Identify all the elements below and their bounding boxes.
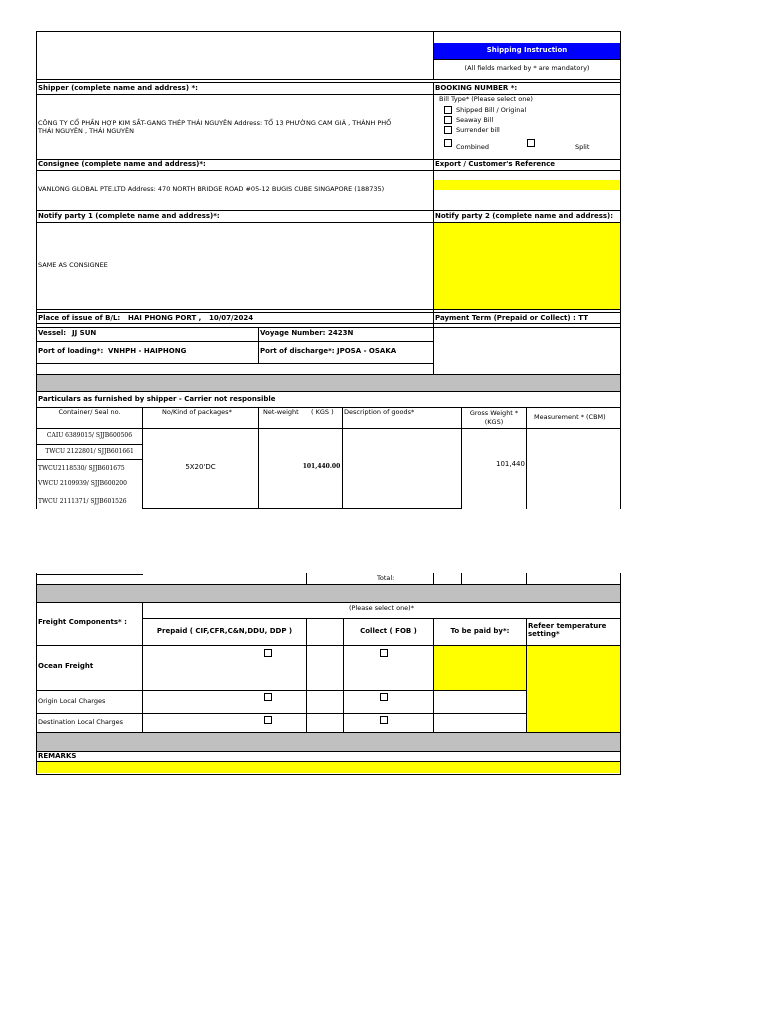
shipped-bill-label: Shipped Bill / Original [456,106,527,114]
divider [36,82,621,83]
divider [36,341,434,342]
remarks-label: REMARKS [38,752,77,760]
particulars-label: Particulars as furnished by shipper - Carrier not responsible [38,395,276,403]
freight-row-ocean: Ocean Freight [38,662,94,670]
form-title: Shipping Instruction [486,46,568,54]
divider [36,761,621,762]
surrender-bill-label: Surrender bill [456,126,500,134]
divider [36,584,621,585]
col-header-packages: No/Kind of packages* [162,408,232,416]
booking-number-label: BOOKING NUMBER *: [435,84,518,92]
col-header-gross-weight: Gross Weight * [469,409,519,417]
freight-row-origin: Origin Local Charges [38,697,106,705]
mandatory-note: (All fields marked by * are mandatory) [464,64,590,72]
divider [36,170,621,171]
shipper-label: Shipper (complete name and address) *: [38,84,198,92]
divider [36,312,621,313]
consignee-label: Consignee (complete name and address)*: [38,160,206,168]
split-checkbox[interactable] [527,139,535,147]
divider [142,618,621,619]
divider [433,573,434,584]
divider [36,94,434,95]
port-discharge-label: Port of discharge*: [260,347,335,355]
seaway-bill-checkbox[interactable] [444,116,452,124]
divider [433,312,434,374]
combined-checkbox[interactable] [444,139,452,147]
divider [526,573,527,584]
freight-row-destination: Destination Local Charges [38,718,123,726]
ocean-collect-checkbox[interactable] [380,649,388,657]
shipper-address-line2: THÁI NGUYÊN , THÁI NGUYÊN [38,127,134,135]
port-loading-label: Port of loading*: [38,347,104,355]
divider [620,407,621,509]
divider [620,573,621,775]
divider [342,407,343,509]
export-ref-input[interactable] [434,180,620,190]
divider [36,690,527,691]
col-header-net-weight: Net-weight [263,408,299,416]
consignee-address: VANLONG GLOBAL PTE.LTD Address: 470 NORTH BRIDGE ROAD #05-12 BUGIS CUBE SINGAPORE (188735) [38,185,385,193]
col-header-gross-weight-unit: (KGS) [484,418,504,426]
voyage-value: 2423N [328,329,354,337]
divider [36,391,621,392]
divider [36,374,621,375]
divider [36,751,621,752]
divider [36,428,621,429]
notify2-label: Notify party 2 (complete name and address): [435,212,614,220]
col-header-measurement: Measurement * (CBM) [534,413,606,421]
divider [36,574,143,575]
divider [36,323,621,324]
seaway-bill-label: Seaway Bill [456,116,494,124]
divider [36,327,621,328]
divider [36,713,527,714]
combined-label: Combined [456,143,490,151]
destination-prepaid-checkbox[interactable] [264,716,272,724]
container-row-5: TWCU 2111371/ SJJB601526 [38,498,127,505]
remarks-input[interactable] [37,762,620,773]
vessel-value: JJ SUN [72,329,97,337]
ocean-prepaid-checkbox[interactable] [264,649,272,657]
refeer-header-line1: Refeer temperature [528,622,607,630]
col-header-description: Description of goods* [344,408,415,416]
frame-gap [35,509,625,573]
bill-type-label: Bill Type* (Please select one) [439,95,533,103]
collect-header: Collect ( FOB ) [360,627,417,635]
destination-collect-checkbox[interactable] [380,716,388,724]
divider [36,602,621,603]
shipper-address-line1: CÔNG TY CỔ PHẦN HỢP KIM SẮT-GANG THÉP THÁI NGUYÊN Address: TỔ 13 PHƯỜNG CAM GIÁ , THÀNH PHỐ [38,119,392,127]
net-weight-value: 101,440.00 [302,463,341,470]
vessel-label: Vessel: [38,329,67,337]
divider [36,79,621,80]
divider [36,363,434,364]
divider [526,645,527,732]
divider [434,59,621,60]
export-ref-label: Export / Customer's Reference [435,160,556,168]
divider [142,407,143,509]
port-loading-value: VNHPH - HAIPHONG [108,347,187,355]
divider [461,573,462,584]
divider [306,573,307,584]
total-label: Total: [377,574,395,582]
section-band [37,374,620,391]
divider [36,459,143,460]
section-band [37,585,620,602]
divider [36,210,621,211]
payment-term-label: Payment Term (Prepaid or Collect) : TT [435,314,588,322]
freight-select-note: (Please select one)* [349,604,414,612]
gross-weight-value: 101,440 [496,460,525,468]
surrender-bill-checkbox[interactable] [444,126,452,134]
divider [526,618,527,645]
refeer-temperature-input[interactable] [527,646,620,732]
container-row-1: CAIU 6389015/ SJJB600506 [46,432,133,439]
notify1-label: Notify party 1 (complete name and address)*: [38,212,220,220]
ocean-freight-paid-by-input[interactable] [434,646,526,690]
refeer-header-line2: setting* [528,630,560,638]
divider [36,309,621,310]
divider [526,407,527,509]
col-header-container: Container/ Seal no. [58,408,121,416]
divider [306,618,307,732]
divider [36,444,143,445]
packages-value: 5X20'DC [185,463,216,471]
container-row-2: TWCU 2122801/ SJJB601661 [45,448,134,455]
divider [36,774,621,775]
container-row-3: TWCU2118530/ SJJB601675 [38,465,125,472]
port-discharge-value: JPOSA - OSAKA [337,347,397,355]
place-of-issue-date: 10/07/2024 [209,314,254,322]
prepaid-header: Prepaid ( CIF,CFR,C&N,DDU, DDP ) [156,627,293,635]
origin-prepaid-checkbox[interactable] [264,693,272,701]
divider [343,618,344,732]
section-band [37,733,620,751]
container-row-4: VWCU 2109939/ SJJB600200 [38,480,127,487]
divider [258,327,259,363]
place-of-issue-value: HAI PHONG PORT , [128,314,202,322]
place-of-issue-label: Place of issue of B/L: [38,314,121,322]
shipped-bill-checkbox[interactable] [444,106,452,114]
notify2-input[interactable] [434,223,620,309]
origin-collect-checkbox[interactable] [380,693,388,701]
voyage-label: Voyage Number: [260,329,326,337]
freight-components-label: Freight Components* : [38,618,127,626]
notify1-value: SAME AS CONSIGNEE [38,261,108,269]
divider [258,407,259,509]
split-label: Split [575,143,590,151]
paid-by-header: To be paid by*: [450,627,510,635]
col-header-net-weight-unit: ( KGS ) [311,408,334,416]
